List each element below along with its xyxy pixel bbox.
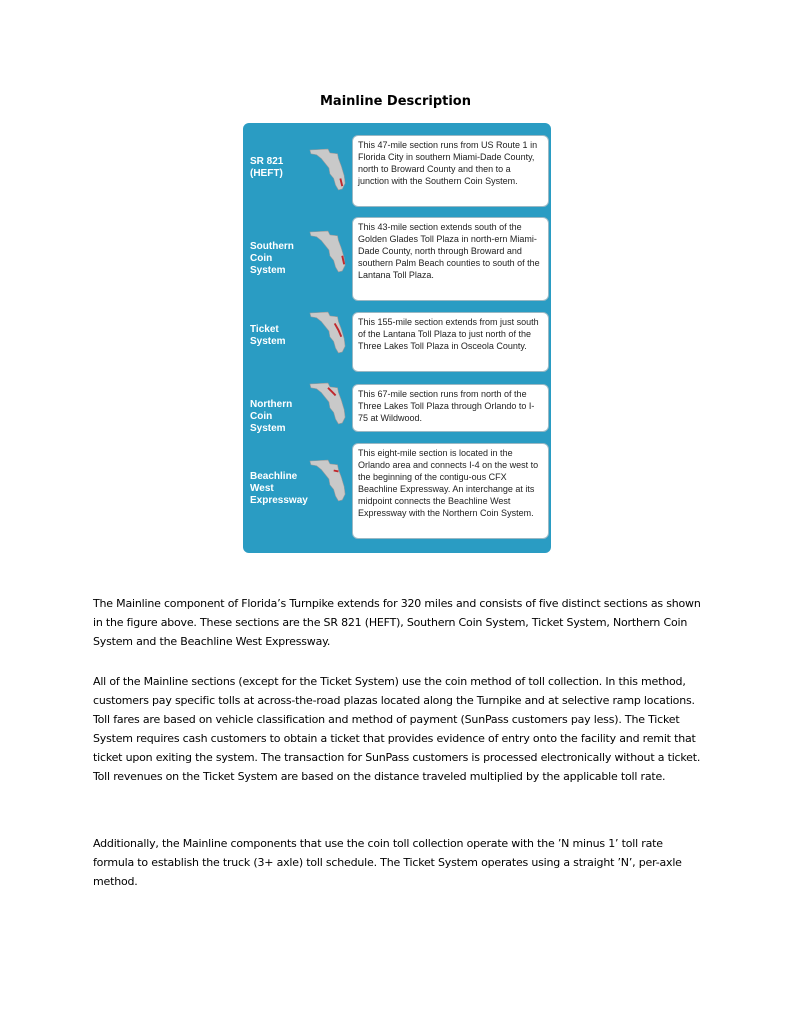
- florida-map-icon: [309, 310, 347, 354]
- figure-title: Mainline Description: [319, 94, 471, 109]
- section-label-southern-coin: Southern Coin System: [250, 241, 294, 276]
- section-label-northern-coin: Northern Coin System: [250, 399, 293, 434]
- paragraph-truck-toll: Additionally, the Mainline components that use the coin toll collection operate with the ’N minus 1’ toll rate formula to establish the truck (3+ axle) toll schedule. The Ticket System operates using a straight ’N’, per-axle method.: [93, 837, 682, 888]
- mainline-figure: [243, 123, 551, 553]
- section-description: This 43-mile section extends south of the Golden Glades Toll Plaza in north-ern Miami-Dade County, north through Broward and southern Palm Beach counties to south of the Lantana Toll Plaza.: [352, 217, 549, 301]
- florida-map-icon: [309, 229, 347, 273]
- florida-map-icon: [309, 147, 347, 191]
- section-label-heft: SR 821 (HEFT): [250, 156, 284, 179]
- section-description: This 155-mile section extends from just south of the Lantana Toll Plaza to just north of the Three Lakes Toll Plaza in Osceola County.: [352, 312, 549, 372]
- section-description: This 47-mile section runs from US Route 1 in Florida City in southern Miami-Dade County, north to Broward County and then to a junction with the Southern Coin System.: [352, 135, 549, 207]
- florida-map-icon: [309, 381, 347, 425]
- section-description: This 67-mile section runs from north of the Three Lakes Toll Plaza through Orlando to I-75 at Wildwood.: [352, 384, 549, 432]
- section-label-beachline-west: Beachline West Expressway: [250, 471, 308, 506]
- section-description: This eight-mile section is located in the Orlando area and connects I-4 on the west to the beginning of the contigu-ous CFX Beachline Expressway. An interchange at its midpoint connects the Beachline West Expressway with the Northern Coin System.: [352, 443, 549, 539]
- section-label-ticket: Ticket System: [250, 324, 286, 347]
- florida-map-icon: [309, 458, 347, 502]
- paragraph-overview: The Mainline component of Florida’s Turnpike extends for 320 miles and consists of five distinct sections as shown in the figure above. These sections are the SR 821 (HEFT), Southern Coin System, Ticket System, Northern Coin System and the Beachline West Expressway.: [93, 597, 701, 648]
- paragraph-toll-collection: All of the Mainline sections (except for the Ticket System) use the coin method of toll collection. In this method, customers pay specific tolls at across-the-road plazas located along the Turnpike and at selective ramp locations. Toll fares are based on vehicle classification and method of payment (SunPass customers pay less). The Ticket System requires cash customers to obtain a ticket that provides evidence of entry onto the facility and remit that ticket upon exiting the system. The transaction for SunPass customers is processed electronically without a ticket. Toll revenues on the Ticket System are based on the distance traveled multiplied by the applicable toll rate.: [93, 675, 701, 783]
